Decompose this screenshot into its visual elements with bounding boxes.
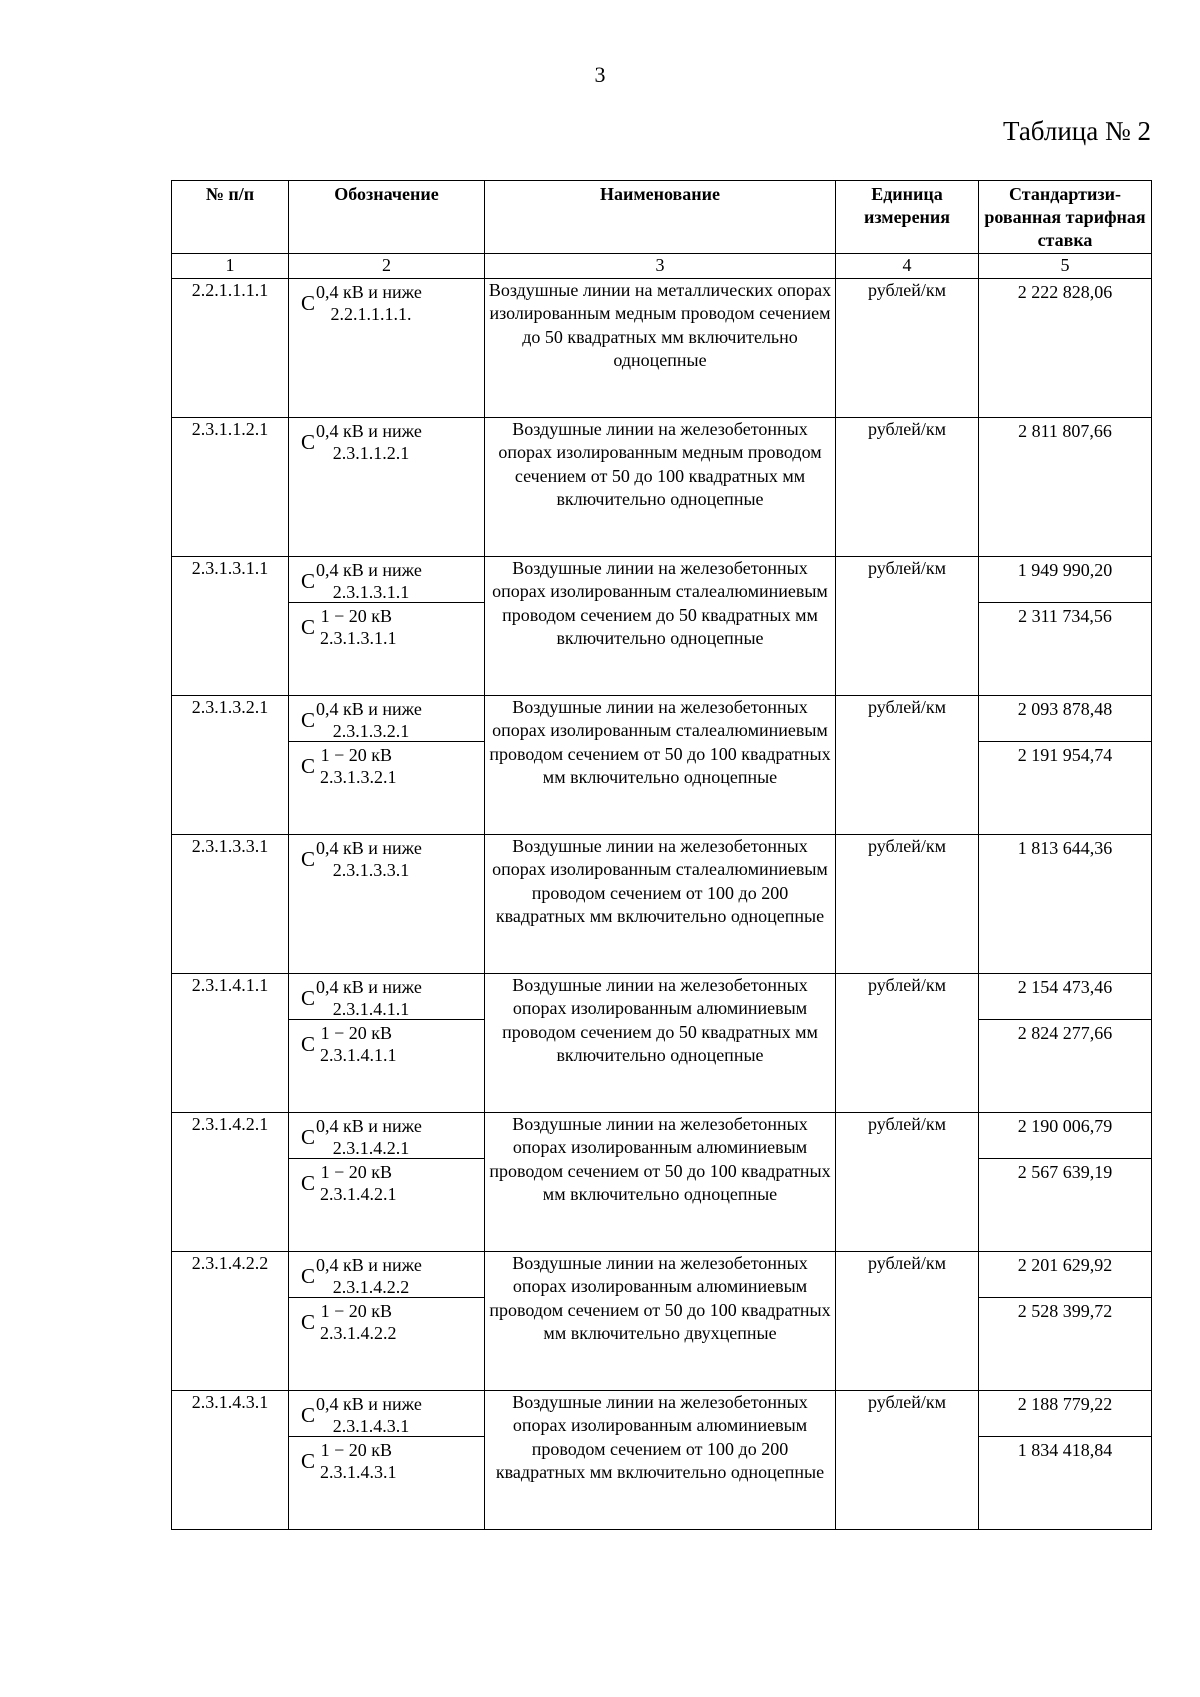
row-designation bbox=[289, 835, 485, 974]
designation-stack bbox=[316, 976, 422, 1020]
row-designation bbox=[289, 1252, 485, 1391]
designation-letter: С bbox=[301, 754, 316, 778]
row-rate bbox=[979, 696, 1152, 835]
designation-letter: С bbox=[301, 1125, 316, 1149]
row-designation bbox=[289, 696, 485, 835]
rate-value: 2 154 473,46 bbox=[1017, 977, 1113, 997]
rate-value: 2 528 399,72 bbox=[979, 1297, 1151, 1323]
header-rate: Стандартизи- рованная тарифная ставка bbox=[979, 181, 1152, 254]
row-code: 2.3.1.4.2.2 bbox=[172, 1252, 289, 1391]
designation-stack bbox=[316, 1439, 397, 1483]
row-code: 2.2.1.1.1.1 bbox=[172, 279, 289, 418]
designation-symbol bbox=[289, 696, 484, 741]
designation-index: 2.3.1.1.2.1 bbox=[332, 443, 410, 463]
designation-stack bbox=[316, 1161, 397, 1205]
column-number: 2 bbox=[289, 254, 485, 279]
header-unit: Единица измерения bbox=[836, 181, 979, 254]
row-name: Воздушные линии на железобетонных опорах изолированным сталеалюминиевым проводом сечением до 50 квадратных мм включительно одноцепные bbox=[485, 557, 836, 696]
row-code: 2.3.1.4.1.1 bbox=[172, 974, 289, 1113]
column-number: 3 bbox=[485, 254, 836, 279]
designation-letter: С bbox=[301, 708, 316, 732]
table-row bbox=[172, 1252, 1152, 1391]
designation-index: 2.3.1.4.2.1 bbox=[320, 1184, 397, 1204]
row-code: 2.3.1.4.2.1 bbox=[172, 1113, 289, 1252]
row-rate bbox=[979, 418, 1152, 557]
designation-voltage: 1 − 20 кВ bbox=[320, 606, 392, 626]
row-code: 2.3.1.3.3.1 bbox=[172, 835, 289, 974]
row-name: Воздушные линии на железобетонных опорах изолированным алюминиевым проводом сечением от 100 до 200 квадратных мм включительно одноцепные bbox=[485, 1391, 836, 1530]
designation-voltage: 0,4 кВ и ниже bbox=[316, 1394, 422, 1414]
table-row bbox=[172, 974, 1152, 1113]
designation-voltage: 0,4 кВ и ниже bbox=[316, 977, 422, 997]
row-unit: рублей/км bbox=[836, 696, 979, 835]
designation-letter: С bbox=[301, 291, 316, 315]
header-name: Наименование bbox=[485, 181, 836, 254]
designation-voltage: 0,4 кВ и ниже bbox=[316, 1255, 422, 1275]
designation-index: 2.3.1.4.2.2 bbox=[320, 1323, 397, 1343]
row-unit: рублей/км bbox=[836, 1113, 979, 1252]
row-unit: рублей/км bbox=[836, 279, 979, 418]
designation-symbol bbox=[289, 1436, 484, 1483]
row-rate bbox=[979, 557, 1152, 696]
rate-value: 2 093 878,48 bbox=[1017, 699, 1113, 719]
designation-symbol bbox=[289, 741, 484, 788]
table-row bbox=[172, 835, 1152, 974]
table-row bbox=[172, 1113, 1152, 1252]
designation-stack bbox=[316, 1393, 422, 1437]
designation-index: 2.3.1.4.2.1 bbox=[332, 1138, 410, 1158]
header-row bbox=[172, 181, 1152, 254]
rate-value: 2 222 828,06 bbox=[1017, 282, 1113, 302]
table-row bbox=[172, 418, 1152, 557]
designation-index: 2.3.1.3.1.1 bbox=[320, 628, 397, 648]
designation-letter: С bbox=[301, 1403, 316, 1427]
designation-stack bbox=[316, 1254, 422, 1298]
row-code: 2.3.1.3.2.1 bbox=[172, 696, 289, 835]
row-name: Воздушные линии на железобетонных опорах изолированным медным проводом сечением от 50 до 100 квадратных мм включительно одноцепные bbox=[485, 418, 836, 557]
table-caption: Таблица № 2 bbox=[1003, 116, 1151, 146]
row-designation bbox=[289, 974, 485, 1113]
row-unit: рублей/км bbox=[836, 974, 979, 1113]
designation-stack bbox=[316, 1022, 397, 1066]
column-number: 5 bbox=[979, 254, 1152, 279]
row-rate bbox=[979, 1391, 1152, 1530]
row-unit: рублей/км bbox=[836, 418, 979, 557]
rate-value: 2 201 629,92 bbox=[1017, 1255, 1113, 1275]
designation-index: 2.3.1.4.1.1 bbox=[332, 999, 410, 1019]
rate-value: 1 813 644,36 bbox=[1017, 838, 1113, 858]
row-unit: рублей/км bbox=[836, 835, 979, 974]
designation-index: 2.3.1.3.2.1 bbox=[320, 767, 397, 787]
rate-value: 1 949 990,20 bbox=[1017, 560, 1113, 580]
row-designation bbox=[289, 557, 485, 696]
designation-voltage: 0,4 кВ и ниже bbox=[316, 560, 422, 580]
column-number: 4 bbox=[836, 254, 979, 279]
rate-value: 2 188 779,22 bbox=[1017, 1394, 1113, 1414]
designation-index: 2.3.1.3.3.1 bbox=[332, 860, 410, 880]
row-unit: рублей/км bbox=[836, 557, 979, 696]
row-designation bbox=[289, 1113, 485, 1252]
row-name: Воздушные линии на металлических опорах изолированным медным проводом сечением до 50 квадратных мм включительно одноцепные bbox=[485, 279, 836, 418]
designation-symbol bbox=[289, 835, 484, 881]
designation-letter: С bbox=[301, 1264, 316, 1288]
designation-letter: С bbox=[301, 430, 316, 454]
designation-voltage: 0,4 кВ и ниже bbox=[316, 838, 422, 858]
designation-letter: С bbox=[301, 615, 316, 639]
designation-letter: С bbox=[301, 847, 316, 871]
row-code: 2.3.1.1.2.1 bbox=[172, 418, 289, 557]
rate-value: 1 834 418,84 bbox=[979, 1436, 1151, 1462]
designation-voltage: 0,4 кВ и ниже bbox=[316, 699, 422, 719]
designation-voltage: 1 − 20 кВ bbox=[320, 1301, 392, 1321]
row-designation bbox=[289, 279, 485, 418]
designation-index: 2.3.1.4.3.1 bbox=[332, 1416, 410, 1436]
rate-value: 2 191 954,74 bbox=[979, 741, 1151, 767]
designation-symbol bbox=[289, 1297, 484, 1344]
designation-symbol bbox=[289, 418, 484, 464]
row-designation bbox=[289, 418, 485, 557]
designation-voltage: 1 − 20 кВ bbox=[320, 1162, 392, 1182]
row-name: Воздушные линии на железобетонных опорах изолированным алюминиевым проводом сечением до 50 квадратных мм включительно одноцепные bbox=[485, 974, 836, 1113]
designation-voltage: 1 − 20 кВ bbox=[320, 1440, 392, 1460]
table-row bbox=[172, 279, 1152, 418]
designation-index: 2.2.1.1.1.1. bbox=[330, 304, 412, 324]
designation-stack bbox=[316, 605, 397, 649]
row-rate bbox=[979, 279, 1152, 418]
table-row bbox=[172, 557, 1152, 696]
designation-symbol bbox=[289, 557, 484, 602]
designation-symbol bbox=[289, 1158, 484, 1205]
row-rate bbox=[979, 835, 1152, 974]
row-rate bbox=[979, 1252, 1152, 1391]
designation-index: 2.3.1.3.1.1 bbox=[332, 582, 410, 602]
designation-stack bbox=[316, 281, 422, 325]
designation-letter: С bbox=[301, 1449, 316, 1473]
rate-value: 2 190 006,79 bbox=[1017, 1116, 1113, 1136]
designation-voltage: 1 − 20 кВ bbox=[320, 1023, 392, 1043]
table-body bbox=[172, 279, 1152, 1530]
designation-symbol bbox=[289, 974, 484, 1019]
designation-index: 2.3.1.4.3.1 bbox=[320, 1462, 397, 1482]
designation-stack bbox=[316, 1300, 397, 1344]
designation-voltage: 1 − 20 кВ bbox=[320, 745, 392, 765]
column-number-row bbox=[172, 254, 1152, 279]
row-rate bbox=[979, 974, 1152, 1113]
designation-voltage: 0,4 кВ и ниже bbox=[316, 421, 422, 441]
rate-value: 2 811 807,66 bbox=[1018, 421, 1112, 441]
rate-value: 2 824 277,66 bbox=[979, 1019, 1151, 1045]
designation-symbol bbox=[289, 279, 484, 325]
designation-letter: С bbox=[301, 986, 316, 1010]
designation-index: 2.3.1.4.2.2 bbox=[332, 1277, 410, 1297]
row-rate bbox=[979, 1113, 1152, 1252]
row-name: Воздушные линии на железобетонных опорах изолированным алюминиевым проводом сечением от 50 до 100 квадратных мм включительно двухцепные bbox=[485, 1252, 836, 1391]
page-number: 3 bbox=[594, 62, 606, 87]
row-unit: рублей/км bbox=[836, 1391, 979, 1530]
designation-stack bbox=[316, 559, 422, 603]
row-code: 2.3.1.3.1.1 bbox=[172, 557, 289, 696]
row-name: Воздушные линии на железобетонных опорах изолированным сталеалюминиевым проводом сечением от 100 до 200 квадратных мм включительно одноцепные bbox=[485, 835, 836, 974]
header-designation: Обозначение bbox=[289, 181, 485, 254]
designation-symbol bbox=[289, 1391, 484, 1436]
tariff-table bbox=[171, 180, 1152, 1530]
designation-stack bbox=[316, 698, 422, 742]
designation-symbol bbox=[289, 1113, 484, 1158]
row-name: Воздушные линии на железобетонных опорах изолированным сталеалюминиевым проводом сечением от 50 до 100 квадратных мм включительно одноцепные bbox=[485, 696, 836, 835]
row-unit: рублей/км bbox=[836, 1252, 979, 1391]
row-name: Воздушные линии на железобетонных опорах изолированным алюминиевым проводом сечением от 50 до 100 квадратных мм включительно одноцепные bbox=[485, 1113, 836, 1252]
designation-stack bbox=[316, 1115, 422, 1159]
designation-letter: С bbox=[301, 1032, 316, 1056]
designation-stack bbox=[316, 744, 397, 788]
rate-value: 2 567 639,19 bbox=[979, 1158, 1151, 1184]
designation-voltage: 0,4 кВ и ниже bbox=[316, 282, 422, 302]
designation-symbol bbox=[289, 1019, 484, 1066]
row-code: 2.3.1.4.3.1 bbox=[172, 1391, 289, 1530]
column-number: 1 bbox=[172, 254, 289, 279]
row-designation bbox=[289, 1391, 485, 1530]
header-num: № п/п bbox=[172, 181, 289, 254]
designation-voltage: 0,4 кВ и ниже bbox=[316, 1116, 422, 1136]
designation-symbol bbox=[289, 1252, 484, 1297]
designation-stack bbox=[316, 420, 422, 464]
table-row bbox=[172, 696, 1152, 835]
designation-index: 2.3.1.3.2.1 bbox=[332, 721, 410, 741]
designation-symbol bbox=[289, 602, 484, 649]
table-row bbox=[172, 1391, 1152, 1530]
designation-letter: С bbox=[301, 569, 316, 593]
designation-stack bbox=[316, 837, 422, 881]
rate-value: 2 311 734,56 bbox=[979, 602, 1151, 628]
designation-letter: С bbox=[301, 1171, 316, 1195]
designation-index: 2.3.1.4.1.1 bbox=[320, 1045, 397, 1065]
designation-letter: С bbox=[301, 1310, 316, 1334]
